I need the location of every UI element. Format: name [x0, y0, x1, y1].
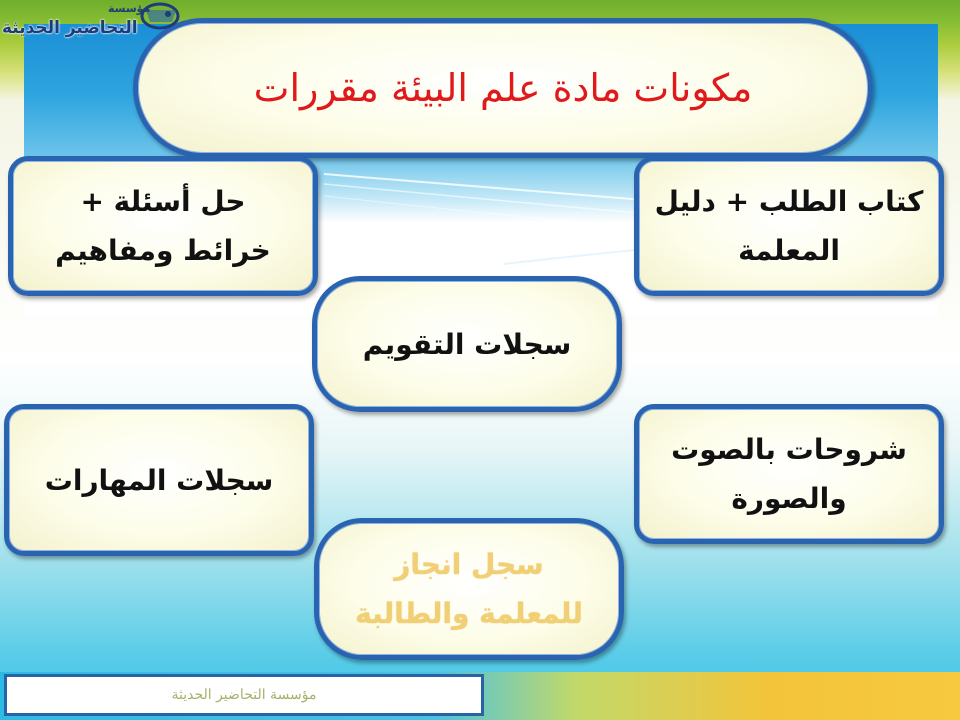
box-questions-maps-text: حل أسئلة + خرائط ومفاهيم	[55, 185, 271, 267]
logo-small-text: مؤسسة	[108, 2, 151, 15]
company-logo	[0, 0, 184, 40]
box-skills-records	[4, 404, 314, 556]
box-audio-video-lessons	[634, 404, 944, 544]
box-skills-records-text: سجلات المهارات	[44, 463, 274, 497]
slide-title: مكونات مادة علم البيئة مقررات	[253, 65, 753, 110]
footer-text: مؤسسة التحاضير الحديثة	[171, 687, 317, 703]
slide-title-box	[133, 18, 873, 158]
box-audio-video-lessons-text: شروحات بالصوت والصورة	[671, 433, 907, 515]
logo-main-text: التحاضير الحديثة	[2, 18, 138, 38]
footer-watermark	[4, 674, 484, 716]
box-questions-maps	[8, 156, 318, 296]
box-textbook-guide-text: كتاب الطلب + دليل المعلمة	[654, 185, 924, 267]
box-evaluation-records-text: سجلات التقويم	[362, 327, 572, 361]
box-achievement-record-text: سجل انجاز للمعلمة والطالبة	[355, 548, 583, 630]
box-evaluation-records	[312, 276, 622, 412]
box-textbook-guide	[634, 156, 944, 296]
box-achievement-record	[314, 518, 624, 660]
